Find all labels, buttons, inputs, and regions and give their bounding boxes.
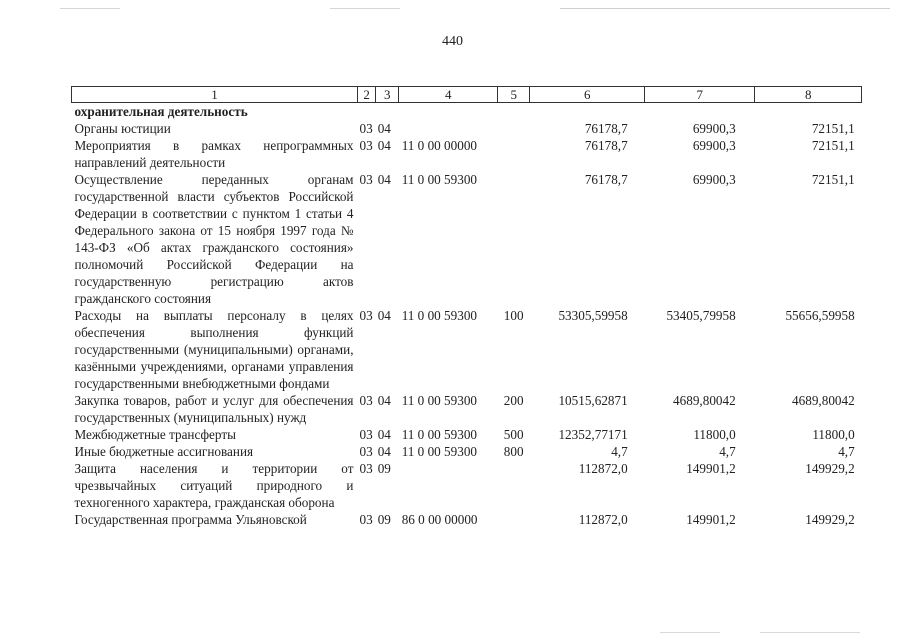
table-body <box>72 103 862 529</box>
cell-target-article: 11 0 00 59300 <box>401 308 478 323</box>
header-col-7: 7 <box>645 87 755 103</box>
table-row <box>72 307 862 392</box>
table-row <box>72 443 862 460</box>
cell-expense-type: 800 <box>503 444 524 459</box>
table-row <box>72 120 862 137</box>
cell-expense-type <box>498 171 530 307</box>
cell-name: Осуществление переданных органам государственной власти субъектов Российской Федерации в соответствии с пунктом 1 статьи 4 Федерального закона от 15 ноября 1997 года № 143-ФЗ «Об актах гражданского состояния» полномочий Российской Федерации на государственную регистрацию актов гражданского состояния <box>74 172 354 306</box>
cell-section: 03 <box>359 444 373 459</box>
cell-subsection: 09 <box>377 512 391 527</box>
cell-expense-type <box>498 511 530 528</box>
cell-amount-col6: 112872,0 <box>578 461 628 476</box>
cell-target-article <box>399 120 498 137</box>
header-col-1: 1 <box>72 87 358 103</box>
cell-target-article: 11 0 00 59300 <box>401 427 478 442</box>
cell-amount-col8 <box>755 103 862 121</box>
cell-amount-col8: 72151,1 <box>811 121 855 136</box>
cell-section <box>358 103 376 121</box>
cell-section: 03 <box>359 461 373 476</box>
cell-amount-col6: 10515,62871 <box>558 393 628 408</box>
cell-expense-type <box>498 460 530 511</box>
cell-amount-col7: 4689,80042 <box>673 393 736 408</box>
cell-amount-col8: 4,7 <box>838 444 855 459</box>
cell-amount-col8: 149929,2 <box>805 461 855 476</box>
cell-amount-col8: 11800,0 <box>812 427 855 442</box>
header-col-5: 5 <box>498 87 530 103</box>
cell-name: Защита населения и территории от чрезвычайных ситуаций природного и техногенного характера, гражданская оборона <box>74 461 354 510</box>
cell-subsection: 04 <box>377 427 391 442</box>
cell-name: Государственная программа Ульяновской <box>74 512 307 527</box>
cell-subsection: 09 <box>377 461 391 476</box>
budget-table <box>71 86 862 528</box>
cell-section: 03 <box>359 138 373 153</box>
cell-expense-type <box>498 120 530 137</box>
cell-amount-col7: 69900,3 <box>692 172 736 187</box>
header-col-2: 2 <box>358 87 376 103</box>
cell-section: 03 <box>359 308 373 323</box>
cell-subsection: 04 <box>377 121 391 136</box>
cell-amount-col8: 55656,59958 <box>785 308 855 323</box>
cell-amount-col6: 53305,59958 <box>558 308 628 323</box>
cell-subsection: 04 <box>377 444 391 459</box>
cell-amount-col6: 12352,77171 <box>558 427 628 442</box>
cell-amount-col7: 149901,2 <box>686 512 736 527</box>
cell-expense-type <box>498 103 530 121</box>
cell-target-article <box>399 460 498 511</box>
table-row <box>72 103 862 121</box>
cell-amount-col8: 72151,1 <box>811 138 855 153</box>
cell-subsection: 04 <box>377 308 391 323</box>
table-row <box>72 137 862 171</box>
cell-expense-type: 200 <box>503 393 524 408</box>
table-row <box>72 392 862 426</box>
cell-name: Межбюджетные трансферты <box>74 427 236 442</box>
cell-name: Иные бюджетные ассигнования <box>74 444 254 459</box>
cell-expense-type <box>498 137 530 171</box>
cell-amount-col6: 76178,7 <box>584 172 628 187</box>
cell-section: 03 <box>359 427 373 442</box>
cell-amount-col6: 76178,7 <box>584 138 628 153</box>
cell-subsection <box>376 103 399 121</box>
header-col-3: 3 <box>376 87 399 103</box>
cell-amount-col8: 149929,2 <box>805 512 855 527</box>
cell-subsection: 04 <box>377 138 391 153</box>
cell-amount-col8: 4689,80042 <box>792 393 855 408</box>
cell-amount-col7: 11800,0 <box>693 427 736 442</box>
cell-amount-col7: 69900,3 <box>692 138 736 153</box>
cell-name: Мероприятия в рамках непрограммных направлений деятельности <box>74 138 354 170</box>
table-row <box>72 171 862 307</box>
cell-expense-type: 100 <box>503 308 524 323</box>
cell-name: Органы юстиции <box>74 121 171 136</box>
cell-amount-col7: 149901,2 <box>686 461 736 476</box>
cell-target-article <box>399 103 498 121</box>
cell-section: 03 <box>359 512 373 527</box>
cell-amount-col6: 76178,7 <box>584 121 628 136</box>
cell-target-article: 11 0 00 59300 <box>401 172 478 187</box>
table-row <box>72 511 862 528</box>
cell-section: 03 <box>359 172 373 187</box>
cell-amount-col8: 72151,1 <box>811 172 855 187</box>
cell-amount-col6 <box>530 103 645 121</box>
cell-amount-col6: 112872,0 <box>578 512 628 527</box>
cell-subsection: 04 <box>377 172 391 187</box>
cell-name: охранительная деятельность <box>74 104 248 119</box>
cell-amount-col7: 69900,3 <box>692 121 736 136</box>
cell-section: 03 <box>359 121 373 136</box>
cell-amount-col7 <box>645 103 755 121</box>
page-number: 440 <box>442 34 463 49</box>
cell-expense-type: 500 <box>503 427 524 442</box>
cell-amount-col6: 4,7 <box>611 444 628 459</box>
table-header-row <box>72 87 862 103</box>
cell-subsection: 04 <box>377 393 391 408</box>
cell-target-article: 11 0 00 59300 <box>401 444 478 459</box>
cell-amount-col7: 4,7 <box>719 444 736 459</box>
cell-target-article: 86 0 00 00000 <box>401 512 478 527</box>
header-col-6: 6 <box>530 87 645 103</box>
header-col-8: 8 <box>755 87 862 103</box>
header-col-4: 4 <box>399 87 498 103</box>
table-row <box>72 460 862 511</box>
cell-target-article: 11 0 00 00000 <box>401 138 478 153</box>
table-row <box>72 426 862 443</box>
cell-amount-col7: 53405,79958 <box>666 308 736 323</box>
cell-section: 03 <box>359 393 373 408</box>
cell-target-article: 11 0 00 59300 <box>401 393 478 408</box>
cell-name: Расходы на выплаты персоналу в целях обеспечения выполнения функций государственными (муниципальными) органами, казёнными учреждениями, органами управления государственными внебюджетными фондами <box>74 308 354 391</box>
cell-name: Закупка товаров, работ и услуг для обеспечения государственных (муниципальных) нужд <box>74 393 354 425</box>
